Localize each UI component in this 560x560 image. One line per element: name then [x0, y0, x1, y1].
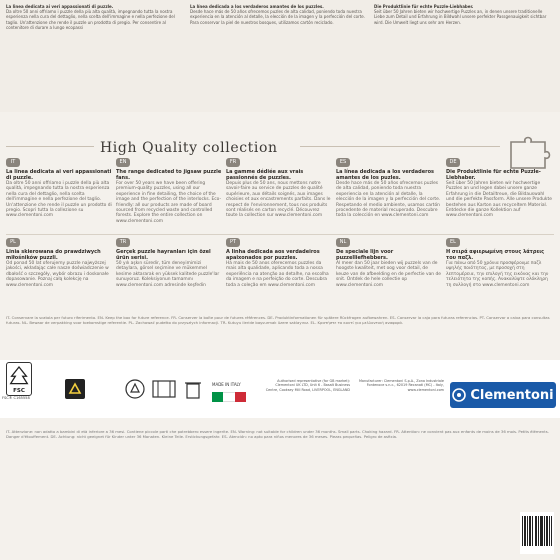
clementoni-logo [450, 382, 556, 408]
tree-check-icon [7, 363, 31, 395]
language-blocks [6, 158, 554, 308]
language-heading: Gerçek puzzle hayranları için özel ürün serisi. [116, 249, 211, 261]
flag-stripe-green [212, 392, 223, 402]
manufacturer-address: Manufacturer: Clementoni S.p.A., Zona Industriale Fontenoce s.n.c., 62019 Recanati (MC) - Italy, www.clementoni.com [358, 379, 444, 392]
fsc-logo [6, 362, 32, 396]
language-body: Há mais de 50 anos oferecemos puzzles da mais alta qualidade, aplicando toda a nossa experiência na atenção ao detalhe, na escolha da imagem e na perfeição do corte. Descubra toda a coleção em www.clementoni.com [226, 261, 329, 288]
language-badge: DE [446, 158, 460, 167]
language-badge: TR [116, 238, 130, 247]
language-block-en [116, 158, 222, 224]
language-body: Od ponad 50 lat oferujemy puzzle najwyższej jakości, wkładając całe nasze doświadczenie w dbałość o szczegóły, wybór obrazu i doskonałe dopasowanie. Poznaj całą kolekcję na www.clementoni.com [6, 261, 109, 288]
logo-emblem-icon [452, 388, 466, 402]
barcode-icon [520, 512, 554, 554]
language-body: Depuis plus de 50 ans, nous mettons notre savoir-faire au service de puzzles de qualité supérieure, aux détails soignés, aux images choisies et aux encastrements parfaits. Dans le respect de l'environnement, tous nos produits sont réalisés en carton recyclé. Découvrez toute la collection sur www.clementoni.com [226, 181, 331, 219]
language-badge: FR [226, 158, 240, 167]
language-block-pl [6, 238, 112, 288]
title-band [0, 112, 560, 136]
uk-representative-address: Authorised representative (for GB market): Clementoni UK LTD, Unit 6 - Basalt Business Centre, Cooksey Mill Road, LIVERPOOL, ENGLAND [265, 379, 350, 392]
top-text-strip [0, 0, 560, 112]
top-column [190, 4, 370, 108]
divider [300, 146, 500, 147]
fsc-label: FSC [13, 387, 25, 394]
top-column-body: Da oltre 50 anni offriamo i puzzle della più alta qualità, impegnando tutta la nostra esperienza nella cura del dettaglio, nella scelta dell'immagine e nella perfezione del taglio. Un'attenzione che rende il puzzle un prodotto di pregio. Per consentire al contenitore di durare a lungo ecopassi [6, 9, 175, 30]
warning-text: IT- Attenzione: non adatto a bambini di età inferiore a 36 mesi. Contiene piccole parti che potrebbero essere ingerite. EN- Warning: not suitable for children under 36 months. Small parts. Choking hazard. FR- Attention: ne convient pas aux enfants de moins de 36 mois. Petits éléments. Danger d'étouffement. DE- Achtung: nicht geeignet für Kinder unter 36 Monaten. Kleine Teile. Erstickungsgefahr. ES- Atención: no apto para niños menores de 36 meses. Piezas pequeñas. Peligro de asfixia. [6, 429, 549, 439]
divider [6, 234, 554, 235]
language-body: Da oltre 50 anni offriamo i puzzle della più alta qualità, impegnando tutta la nostra esperienza nella cura del dettaglio, nella scelta dell'immagine e nella perfezione del taglio. Un'attenzione che rende il puzzle un prodotto di pregio. Scopri tutta la collezione su www.clementoni.com [6, 181, 112, 219]
language-badge: EN [116, 158, 130, 167]
language-block-nl [336, 238, 442, 288]
language-body: Seit über 50 Jahren bieten wir hochwertige Puzzles an und legen dabei unsere ganze Erfahrung in die Detailtreue, die Bildauswahl und die perfekte Passform. Alle unsere Produkte bestehen aus Karton aus recyceltem Material. Entdecke die ganze Kollektion auf www.clementoni.com [446, 181, 552, 219]
language-heading: Η σειρά αφιερωμένη στους λάτρεις του παζλ. [446, 249, 545, 261]
legal-text: IT- Conservare la scatola per futuro riferimento. EN- Keep the box for future reference. FR- Conserver la boîte pour de futures références. DE- Produktinformationen für spätere Rückfragen aufbewahren. ES- Conservar la caja para futuras referencias. PT- Conservar a caixa para consultas futuras. NL- Bewaar de verpakking voor toekomstige referentie. PL- Zachować pudełko do przyszłych informacji. TR- Kutuyu ileride başvurmak üzere saklayınız. EL- Κρατήστε το κουτί για μελλοντική αναφορά. [6, 315, 550, 325]
recycle-icon [64, 378, 86, 400]
bin-icon [182, 378, 204, 400]
top-column-heading: Die Produktlinie für echte Puzzle-Liebhaber. [374, 4, 474, 9]
top-columns [6, 4, 554, 108]
top-column [6, 4, 186, 108]
language-heading: The range dedicated to jigsaw puzzle fans. [116, 169, 222, 181]
language-heading: Linia skierowana do prawdziwych miłośników puzzli. [6, 249, 101, 261]
language-body: For over 50 years we have been offering premium-quality puzzles, using all our experience in fine detailing, the choice of the image and the perfection of the interlocks. Eco-friendly: all our products are made of board sourced from recycled waste and controlled forests. Explore the entire collection on www.clementoni.com [116, 181, 222, 224]
language-heading: A linha dedicada aos verdadeiros apaixonados por puzzles. [226, 249, 320, 261]
fsc-code: FSC® C165558 [2, 396, 30, 400]
language-badge: NL [336, 238, 350, 247]
language-body: Για πάνω από 50 χρόνια προσφέρουμε παζλ υψηλής ποιότητας, με προσοχή στη λεπτομέρεια, την επιλογή της εικόνας και την τελειότητα της κοπής. Ανακαλύψτε ολόκληρη τη συλλογή στο www.clementoni.com [446, 261, 549, 288]
language-body: Desde hace más de 50 años ofrecemos puzles de alta calidad, poniendo toda nuestra experiencia en la atención al detalle, la elección de la imagen y la perfección del corte. Respetando el medio ambiente, usamos cartón procedente de material recuperado. Descubre toda la colección en www.clementoni.com [336, 181, 441, 219]
recycling-symbol-icon [124, 378, 146, 400]
divider [6, 146, 94, 147]
language-block-fr [226, 158, 332, 219]
top-column-body: Desde hace más de 50 años ofrecemos puzles de alta calidad, poniendo toda nuestra experiencia en la atención al detalle, la elección de la imagen y la perfección del corte. Para conservar la piel de nuestros bosques, utilizamos cartón reciclado. [190, 9, 366, 25]
language-heading: Die Produktlinie für echte Puzzle-Liebhaber. [446, 169, 541, 181]
film-icon [152, 378, 176, 400]
top-column-body: Seit über 50 Jahren bieten wir hochwertige Puzzles an, in denen unsere traditionelle Liebe zum Detail und Erfahrung in Bildwahl unsere perfekter Passgenauigkeit sichtbar wird. Die Umwelt liegt uns sehr am Herzen. [374, 9, 547, 25]
language-block-es [336, 158, 442, 219]
flag-stripe-red [235, 392, 246, 402]
language-block-it [6, 158, 112, 219]
logo-text: Clementoni [470, 387, 554, 403]
language-badge: EL [446, 238, 460, 247]
language-body: 50 yılı aşkın süredir, tüm deneyimimizi detaylara, görsel seçimine ve mükemmel kesime aktararak en yüksek kalitede puzzle'lar sunuyoruz. Koleksiyonun tamamını www.clementoni.com adresinde keşfedin [116, 261, 220, 288]
language-block-pt [226, 238, 332, 288]
language-badge: PL [6, 238, 20, 247]
top-column-heading: La línea dedicada a los verdaderos amantes de los puzzles. [190, 4, 324, 9]
language-heading: La gamme dédiée aux vrais passionnés de puzzles. [226, 169, 304, 181]
language-badge: ES [336, 158, 350, 167]
italy-flag [212, 392, 246, 402]
language-block-tr [116, 238, 222, 288]
flag-stripe-white [223, 392, 234, 402]
top-column-heading: La linea dedicata ai veri appassionati di puzzle. [6, 4, 114, 9]
language-block-el [446, 238, 552, 288]
footer [0, 360, 560, 418]
language-block-de [446, 158, 552, 219]
language-badge: PT [226, 238, 240, 247]
language-heading: La línea dedicada a los verdaderos amantes de los puzles. [336, 169, 434, 181]
language-body: Al meer dan 50 jaar bieden wij puzzels van de hoogste kwaliteit, met oog voor detail, de keuze van de afbeelding en de perfectie van de snit. Ontdek de hele collectie op www.clementoni.com [336, 261, 441, 288]
top-column [374, 4, 554, 108]
language-badge: IT [6, 158, 20, 167]
collection-title: High Quality collection [100, 140, 278, 156]
language-heading: De speciale lijn voor puzzelliefhebbers. [336, 249, 394, 261]
language-heading: La linea dedicata ai veri appassionati di puzzle. [6, 169, 112, 181]
made-in-label: MADE IN ITALY [212, 382, 241, 387]
